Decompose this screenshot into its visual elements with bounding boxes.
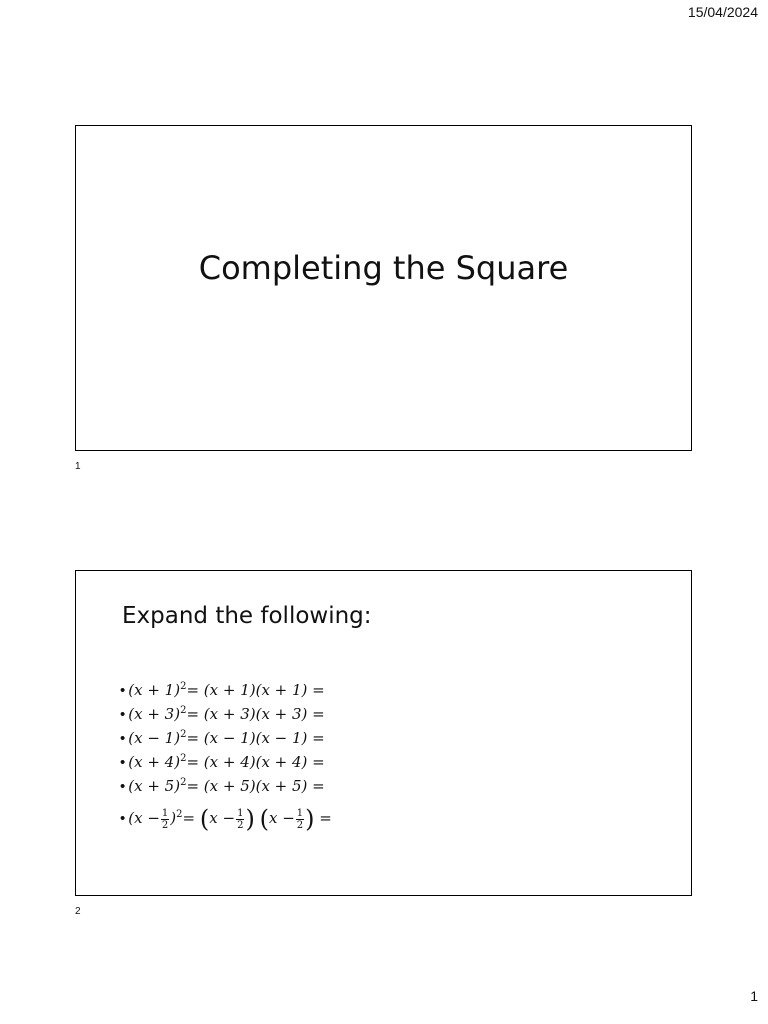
equation-lhs: (x + 3)	[128, 705, 181, 723]
equation-item	[120, 723, 332, 747]
slide-2	[75, 570, 692, 896]
close-paren: )	[305, 805, 315, 833]
equation-close: )	[170, 809, 177, 827]
bullet-icon: •	[120, 730, 126, 747]
fraction-denominator: 2	[237, 819, 244, 831]
equation-lhs: (x + 4)	[128, 753, 181, 771]
equation-item-fraction	[120, 797, 332, 833]
page-number: 1	[750, 988, 758, 1004]
open-paren: (	[259, 805, 269, 833]
slide-1	[75, 125, 692, 451]
slide-number: 1	[75, 461, 81, 472]
fraction-numerator: 1	[296, 807, 304, 819]
fraction	[236, 808, 244, 831]
equation-rhs: = (x + 1)(x + 1) =	[186, 681, 325, 699]
exponent: 2	[176, 809, 183, 820]
slide-title: Completing the Square	[198, 249, 569, 287]
equation-rhs: = (x − 1)(x − 1) =	[186, 729, 325, 747]
equation-lhs: (x + 1)	[128, 681, 181, 699]
bullet-icon: •	[120, 706, 126, 723]
bullet-icon: •	[120, 754, 126, 771]
slide-number: 2	[75, 906, 81, 917]
x-minus: x −	[268, 809, 295, 827]
x-minus: x −	[209, 809, 236, 827]
equation-item	[120, 747, 332, 771]
fraction-denominator: 2	[161, 819, 169, 831]
page-date: 15/04/2024	[687, 4, 758, 20]
bullet-icon: •	[120, 682, 126, 699]
fraction	[161, 808, 169, 831]
fraction-numerator: 1	[237, 807, 244, 819]
open-paren: (	[199, 805, 210, 833]
slide-heading: Expand the following:	[122, 603, 372, 629]
exponent: 2	[180, 729, 187, 740]
close-paren: )	[245, 805, 255, 833]
equation-item	[120, 771, 332, 795]
equals-sign: =	[182, 809, 196, 827]
equation-lhs: (x − 1)	[128, 729, 181, 747]
equation-rhs: = (x + 4)(x + 4) =	[186, 753, 325, 771]
equation-rhs: = (x + 3)(x + 3) =	[186, 705, 325, 723]
bullet-icon: •	[120, 810, 126, 827]
equation-rhs: = (x + 5)(x + 5) =	[186, 777, 325, 795]
equation-list	[120, 675, 332, 833]
bullet-icon: •	[120, 778, 126, 795]
exponent: 2	[180, 705, 187, 716]
fraction-denominator: 2	[296, 819, 304, 831]
equation-lhs: (x + 5)	[128, 777, 181, 795]
exponent: 2	[180, 681, 187, 692]
equals-sign-end: =	[319, 809, 332, 827]
equation-item	[120, 675, 332, 699]
fraction	[296, 808, 304, 831]
fraction-numerator: 1	[161, 807, 169, 819]
equation-item	[120, 699, 332, 723]
exponent: 2	[180, 753, 187, 764]
equation-open: (x −	[128, 809, 160, 827]
exponent: 2	[180, 777, 187, 788]
